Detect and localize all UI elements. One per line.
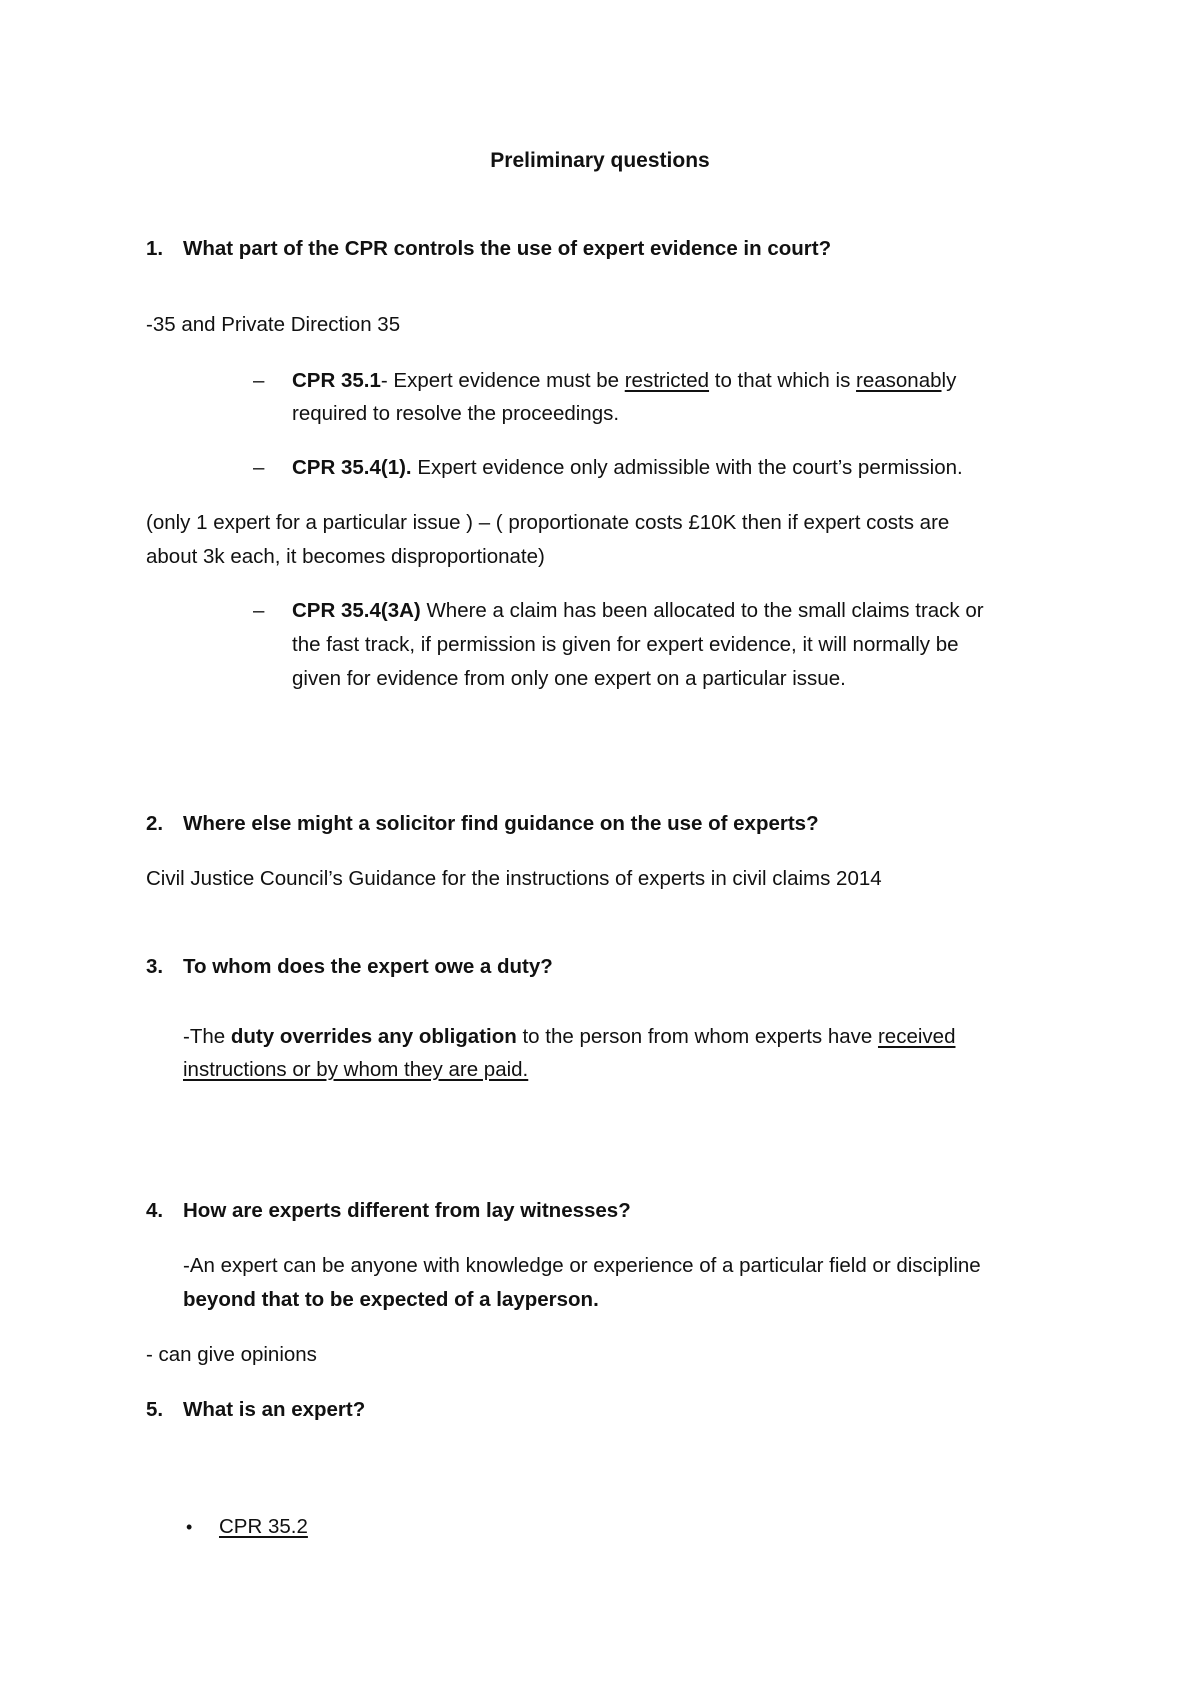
cpr-ref: CPR 35.4(1).: [292, 456, 412, 479]
question-4-answer-line-2: beyond that to be expected of a layperson.: [183, 1288, 599, 1311]
question-3-number: 3.: [146, 955, 164, 978]
question-5-text: What is an expert?: [183, 1398, 366, 1421]
dash-marker: –: [253, 456, 265, 479]
cpr-ref: CPR 35.1: [292, 369, 381, 392]
cpr-35-4-1-line: CPR 35.4(1). Expert evidence only admissible with the court’s permission.: [292, 456, 963, 479]
question-3-answer-line-2: instructions or by whom they are paid.: [183, 1058, 529, 1081]
question-3-text: To whom does the expert owe a duty?: [183, 955, 553, 978]
question-4-number: 4.: [146, 1199, 164, 1222]
cpr-35-4-3a-line-3: given for evidence from only one expert on a particular issue.: [292, 667, 846, 690]
question-1-answer: -35 and Private Direction 35: [146, 313, 401, 336]
bullet-marker: •: [186, 1517, 193, 1537]
question-1-number: 1.: [146, 237, 164, 260]
question-2-number: 2.: [146, 812, 164, 835]
dash-marker: –: [253, 599, 265, 622]
question-5-number: 5.: [146, 1398, 164, 1421]
question-1-text: What part of the CPR controls the use of expert evidence in court?: [183, 237, 832, 260]
question-2-answer: Civil Justice Council’s Guidance for the instructions of experts in civil claims 2014: [146, 867, 882, 890]
cpr-35-4-3a-line-2: the fast track, if permission is given for expert evidence, it will normally be: [292, 633, 959, 656]
note-line-1: (only 1 expert for a particular issue ) – ( proportionate costs £10K then if expert costs are: [146, 511, 950, 534]
note-line-2: about 3k each, it becomes disproportionate): [146, 545, 545, 568]
cpr-35-4-3a-line: CPR 35.4(3A) Where a claim has been allocated to the small claims track or: [292, 599, 984, 622]
cpr-35-1-continuation: required to resolve the proceedings.: [292, 402, 620, 425]
page-title: Preliminary questions: [490, 149, 710, 172]
question-4-text: How are experts different from lay witnesses?: [183, 1199, 631, 1222]
question-2-text: Where else might a solicitor find guidance on the use of experts?: [183, 812, 819, 835]
cpr-ref: CPR 35.4(3A): [292, 599, 421, 622]
question-3-answer-line-1: -The duty overrides any obligation to the person from whom experts have received: [183, 1025, 956, 1048]
question-4-answer-line-1: -An expert can be anyone with knowledge or experience of a particular field or discipline: [183, 1254, 981, 1277]
cpr-35-1-line: CPR 35.1- Expert evidence must be restricted to that which is reasonably: [292, 369, 957, 392]
dash-marker: –: [253, 369, 265, 392]
question-4-answer-line-3: - can give opinions: [146, 1343, 317, 1366]
cpr-35-2-link: CPR 35.2: [219, 1515, 308, 1538]
